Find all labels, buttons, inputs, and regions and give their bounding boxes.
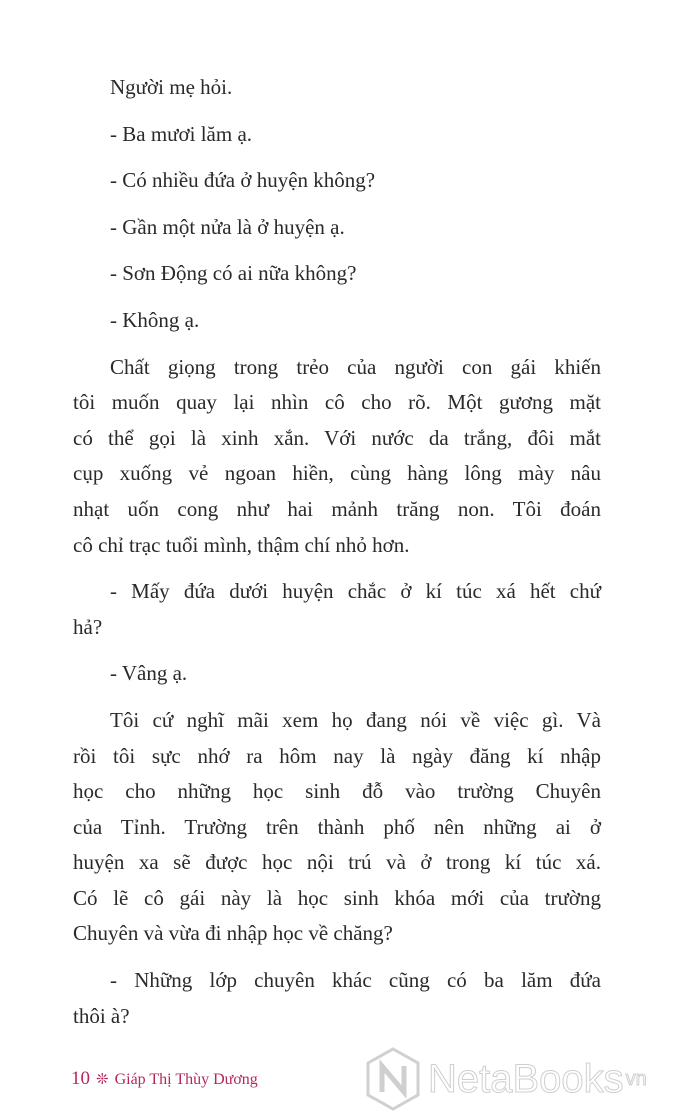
text-line: - Ba mươi lăm ạ. bbox=[110, 121, 253, 146]
text-line: học cho những học sinh đỗ vào trường Chuyên bbox=[73, 779, 601, 804]
text-line: - Gần một nửa là ở huyện ạ. bbox=[110, 214, 345, 239]
netabooks-watermark bbox=[364, 1046, 647, 1112]
paragraph bbox=[73, 656, 601, 692]
paragraph bbox=[73, 303, 601, 339]
text-line: - Có nhiều đứa ở huyện không? bbox=[110, 168, 376, 193]
paragraph bbox=[73, 703, 601, 952]
author-name: Giáp Thị Thùy Dương bbox=[114, 1071, 258, 1088]
text-line: Người mẹ hỏi. bbox=[110, 75, 233, 99]
page-footer bbox=[71, 1068, 258, 1090]
paragraph bbox=[73, 963, 601, 1034]
paragraph bbox=[73, 574, 601, 645]
watermark-suffix: vn bbox=[625, 1067, 647, 1090]
text-line: Chất giọng trong trẻo của người con gái khiến bbox=[110, 354, 601, 379]
separator-icon: ❊ bbox=[96, 1072, 109, 1088]
watermark-brand: NetaBooks bbox=[428, 1056, 624, 1101]
text-line: - Vâng ạ. bbox=[110, 661, 188, 686]
text-line: - Những lớp chuyên khác cũng có ba lăm đứa bbox=[110, 968, 601, 993]
text-line: rồi tôi sực nhớ ra hôm nay là ngày đăng kí nhập bbox=[73, 743, 601, 768]
paragraph bbox=[73, 210, 601, 246]
text-line: Có lẽ cô gái này là học sinh khóa mới của trường bbox=[73, 885, 601, 910]
text-line: huyện xa sẽ được học nội trú và ở trong kí túc xá. bbox=[73, 850, 601, 875]
text-line: thôi à? bbox=[73, 1003, 130, 1028]
page-body bbox=[73, 70, 601, 1045]
text-line: - Không ạ. bbox=[110, 307, 200, 332]
text-line: cô chỉ trạc tuổi mình, thậm chí nhỏ hơn. bbox=[73, 532, 410, 557]
paragraph bbox=[73, 256, 601, 292]
text-line: cụp xuống vẻ ngoan hiền, cùng hàng lông mày nâu bbox=[73, 461, 601, 486]
paragraph bbox=[73, 163, 601, 199]
text-line: của Tỉnh. Trường trên thành phố nên những ai ở bbox=[73, 814, 601, 839]
page-number: 10 bbox=[71, 1068, 90, 1089]
paragraph bbox=[73, 350, 601, 564]
text-line: hả? bbox=[73, 614, 103, 639]
paragraph bbox=[73, 117, 601, 153]
netabooks-logo-icon bbox=[364, 1046, 422, 1112]
text-line: nhạt uốn cong như hai mảnh trăng non. Tôi đoán bbox=[73, 496, 601, 521]
text-line: - Sơn Động có ai nữa không? bbox=[110, 261, 357, 286]
text-line: tôi muốn quay lại nhìn cô cho rõ. Một gương mặt bbox=[73, 390, 601, 415]
text-line: có thể gọi là xinh xắn. Với nước da trắng, đôi mắt bbox=[73, 425, 601, 450]
paragraph bbox=[73, 70, 601, 106]
text-line: Tôi cứ nghĩ mãi xem họ đang nói về việc gì. Và bbox=[110, 707, 601, 732]
text-line: Chuyên và vừa đi nhập học về chăng? bbox=[73, 921, 393, 946]
text-line: - Mấy đứa dưới huyện chắc ở kí túc xá hết chứ bbox=[110, 579, 601, 604]
